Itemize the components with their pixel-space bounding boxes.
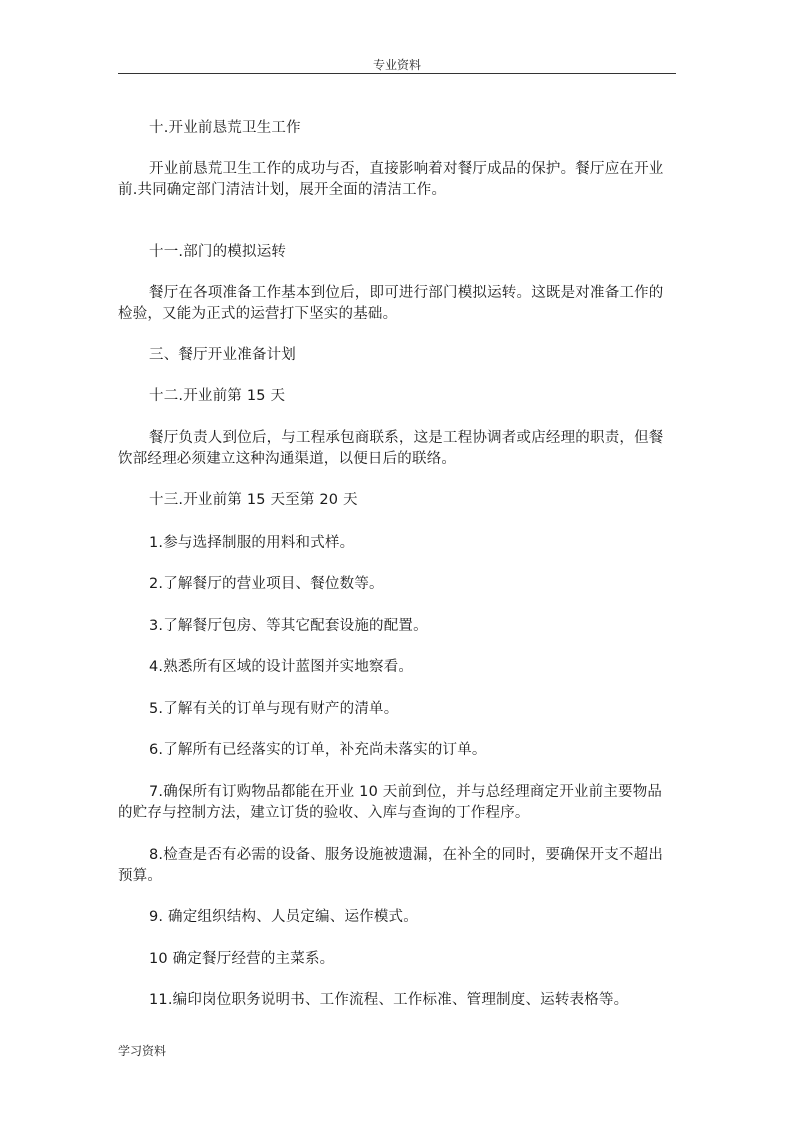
list-item-2: 2.了解餐厅的营业项目、餐位数等。 (149, 576, 384, 592)
page-footer: 学习资料 (118, 1044, 167, 1058)
list-item-4: 4.熟悉所有区域的设计蓝图并实地察看。 (149, 659, 414, 675)
list-item-7: 7.确保所有订购物品都能在开业 10 天前到位，并与总经理商定开业前主要物品的贮存与控制方法，建立订货的验收、入库与查询的丁作程序。 (118, 784, 663, 821)
list-item-9: 9. 确定组织结构、人员定编、运作模式。 (149, 909, 418, 925)
list-item-8: 8.检查是否有必需的设备、服务设施被遗漏，在补全的同时，要确保开支不超出预算。 (118, 847, 664, 884)
page-header: 专业资料 (372, 58, 421, 72)
heading-section-10: 十.开业前恳荒卫生工作 (149, 120, 301, 136)
paragraph-section-12: 餐厅负责人到位后，与工程承包商联系，这是工程协调者或店经理的职责，但餐饮部经理必须建立这种沟通渠道，以便日后的联络。 (118, 430, 664, 467)
header-divider (118, 73, 676, 74)
list-item-10: 10 确定餐厅经营的主菜系。 (149, 951, 335, 967)
list-item-1: 1.参与选择制服的用料和式样。 (149, 535, 355, 551)
heading-plan: 三、餐厅开业准备计划 (149, 347, 296, 363)
list-item-11: 11.编印岗位职务说明书、工作流程、工作标准、管理制度、运转表格等。 (149, 992, 629, 1008)
heading-section-11: 十一.部门的模拟运转 (149, 244, 287, 260)
list-item-6: 6.了解所有已经落实的订单，补充尚未落实的订单。 (149, 742, 487, 758)
paragraph-section-10: 开业前恳荒卫生工作的成功与否，直接影响着对餐厅成品的保护。餐厅应在开业前.共同确定部门清洁计划，展开全面的清洁工作。 (118, 161, 664, 198)
paragraph-section-11: 餐厅在各项准备工作基本到位后，即可进行部门模拟运转。这既是对准备工作的检验，又能为正式的运营打下坚实的基础。 (118, 285, 664, 322)
list-item-3: 3.了解餐厅包房、等其它配套设施的配置。 (149, 618, 428, 634)
heading-section-12: 十二.开业前第 15 天 (149, 388, 286, 404)
list-item-5: 5.了解有关的订单与现有财产的清单。 (149, 701, 399, 717)
heading-section-13: 十三.开业前第 15 天至第 20 天 (149, 492, 358, 508)
